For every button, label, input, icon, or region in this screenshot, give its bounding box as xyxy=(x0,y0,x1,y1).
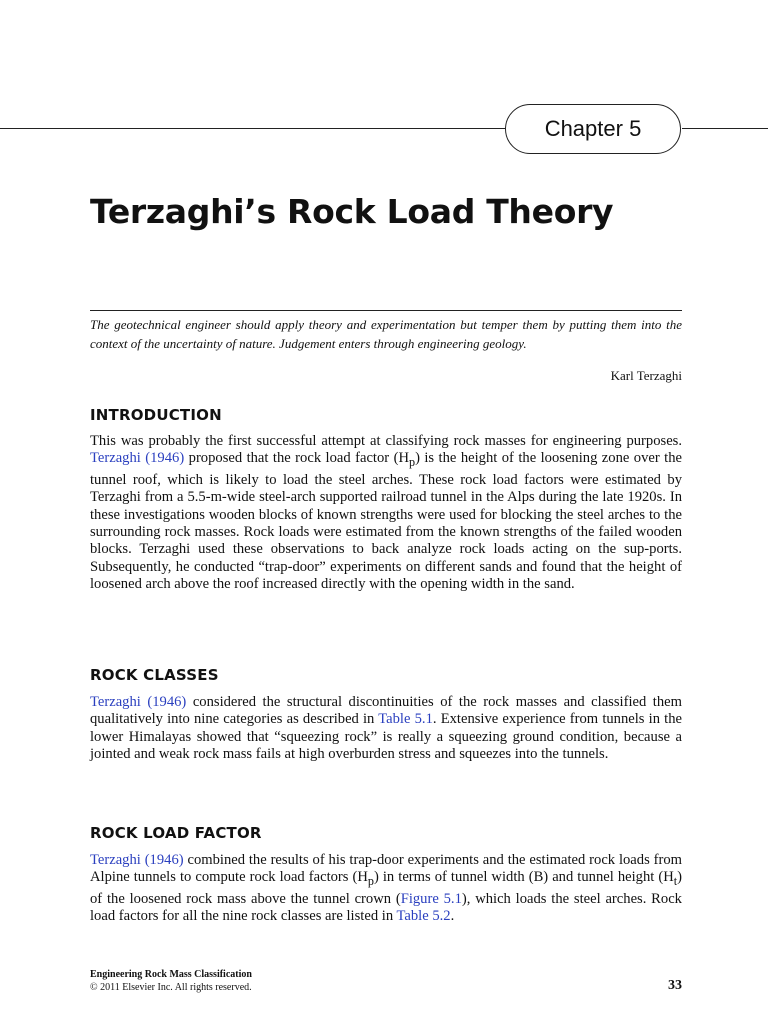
footer-book-title: Engineering Rock Mass Classification xyxy=(90,969,252,980)
epigraph-author: Karl Terzaghi xyxy=(610,368,682,383)
figure-link[interactable]: Figure 5.1 xyxy=(400,890,462,907)
chapter-label: Chapter 5 xyxy=(505,104,681,154)
chapter-title: Terzaghi’s Rock Load Theory xyxy=(90,192,614,231)
footer-copyright: © 2011 Elsevier Inc. All rights reserved. xyxy=(90,982,252,993)
text-segment: proposed that the rock load factor (H xyxy=(188,450,409,467)
subscript: p xyxy=(367,874,374,889)
epigraph-quote: The geotechnical engineer should apply theory and experimentation but temper them by putting them into the context of the uncertainty of nature. Judgement enters through engineering geology. xyxy=(90,317,682,351)
table-link[interactable]: Table 5.1 xyxy=(378,711,433,728)
chapter-rule-right xyxy=(682,128,768,129)
text-segment: . Extensive experience from tunnels in the lower Himalayas showed that “squeezing rock” is really a squeezing ground condition, because a jointed and weak rock mass fails at high overburden stress and squeezes into the tunnels. xyxy=(90,711,682,763)
table-link[interactable]: Table 5.2 xyxy=(396,908,451,925)
section-heading-introduction: INTRODUCTION xyxy=(90,406,222,424)
text-segment: ) of the loosened rock mass above the tunnel crown ( xyxy=(90,869,683,907)
section-heading-rock-load-factor: ROCK LOAD FACTOR xyxy=(90,824,262,842)
subscript: p xyxy=(409,455,416,470)
paragraph-rock-load-factor xyxy=(90,852,682,926)
text-segment: ) is the height of the loosening zone over the tunnel roof, which is likely to load the steel arches. These rock load factors were estimated by Terzaghi from a 5.5-m-wide steel-arch supported railroad tunnel in the Alps during the late 1920s. In these investigations wooden blocks of known strengths were used for blocking the steel arches to the surrounding rock masses. Rock loads were estimated from the known strengths of the failed wooden blocks. Terzaghi used these observations to back analyze rock loads acting on the sup-ports. Subsequently, he conducted “trap-door” experiments on different sands and found that the height of loosened arch above the roof increased directly with the opening width in the sand. xyxy=(90,450,682,593)
subscript: t xyxy=(673,874,678,889)
page-number: 33 xyxy=(668,978,682,993)
citation-link[interactable]: Terzaghi (1946) xyxy=(90,852,184,868)
paragraph-rock-classes xyxy=(90,694,682,764)
text-segment: ) in terms of tunnel width (B) and tunnel height (H xyxy=(373,869,674,886)
epigraph-divider xyxy=(90,310,682,311)
citation-link[interactable]: Terzaghi (1946) xyxy=(90,694,187,710)
text-segment: This was probably the first successful attempt at classifying rock masses for engineering purposes. xyxy=(90,433,682,449)
text-segment: . xyxy=(450,908,455,925)
citation-link[interactable]: Terzaghi (1946) xyxy=(90,450,185,467)
text-segment: combined the results of his trap-door experiments and the estimated rock loads from Alpine tunnels to compute rock load factors (H xyxy=(90,852,682,886)
chapter-rule-left xyxy=(0,128,506,129)
text-segment: ), which loads the steel arches. Rock load factors for all the nine rock classes are listed in xyxy=(90,890,682,925)
paragraph-introduction xyxy=(90,433,682,594)
section-heading-rock-classes: ROCK CLASSES xyxy=(90,666,219,684)
text-segment: considered the structural discontinuities of the rock masses and classified them qualitatively into nine categories as described in xyxy=(90,694,682,728)
